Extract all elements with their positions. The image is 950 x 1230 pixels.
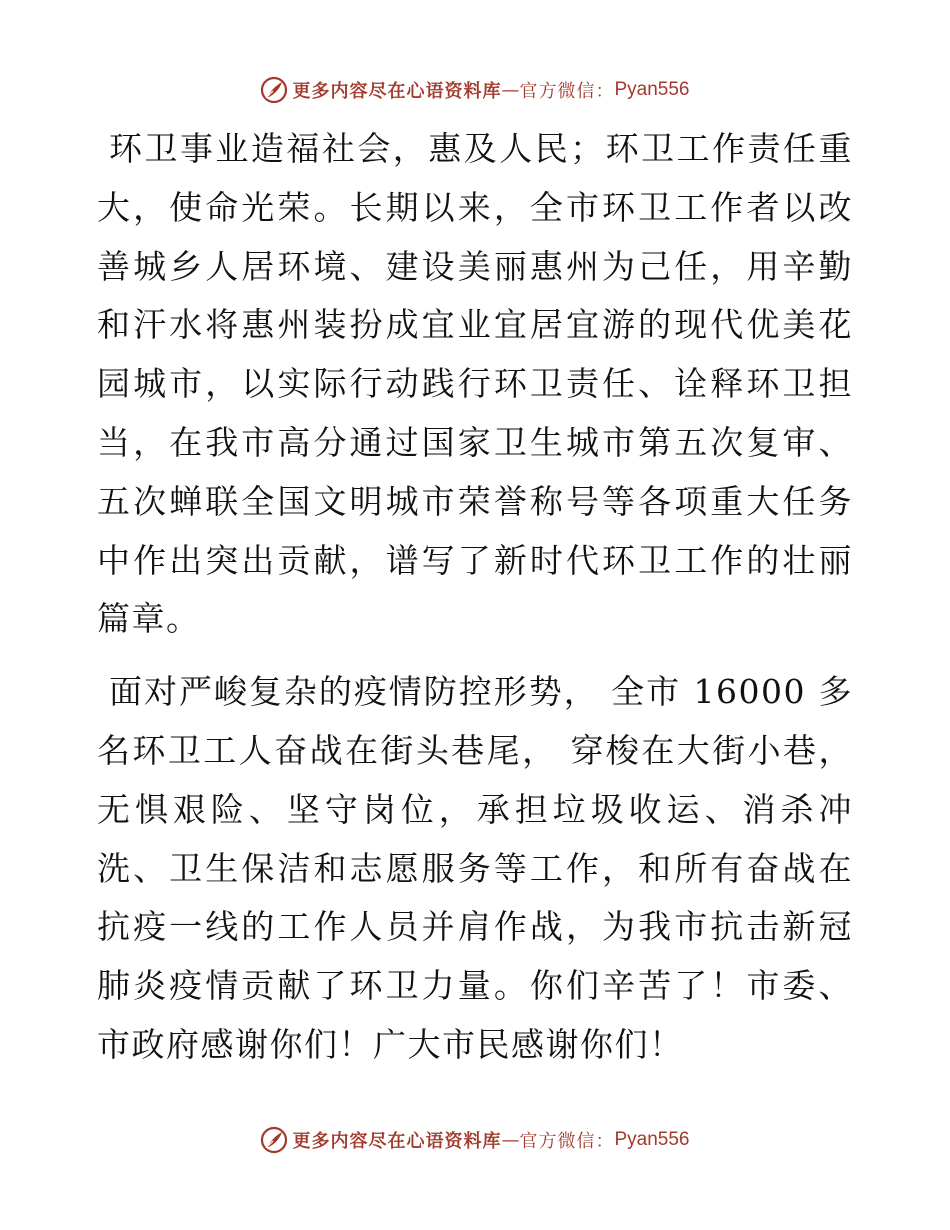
banner-main-text: 更多内容尽在心语资料库 (292, 1131, 502, 1152)
banner-dash: — (501, 79, 520, 101)
footer-banner (0, 1124, 950, 1156)
banner-wechat-label: 官方微信： (519, 1131, 615, 1152)
banner-wechat-id: Pyan556 (614, 79, 690, 100)
banner-wechat-id: Pyan556 (614, 1129, 690, 1150)
banner-main-text: 更多内容尽在心语资料库 (292, 81, 502, 102)
paragraph-2: 面对严峻复杂的疫情防控形势， 全市 16000 多名环卫工人奋战在街头巷尾， 穿梭在大街小巷，无惧艰险、坚守岗位，承担垃圾收运、消杀冲洗、卫生保洁和志愿服务等工作，和所有奋战在抗疫一线的工作人员并肩作战，为我市抗击新冠肺炎疫情贡献了环卫力量。你们辛苦了！市委、市政府感谢你们！广大市民感谢你们！ (97, 672, 853, 1064)
document-body (97, 120, 853, 1075)
header-banner (0, 74, 950, 106)
banner-dash: — (501, 1129, 520, 1151)
quill-pen-logo-icon (260, 76, 288, 104)
paragraph-1: 环卫事业造福社会，惠及人民；环卫工作责任重大，使命光荣。长期以来，全市环卫工作者以改善城乡人居环境、建设美丽惠州为己任，用辛勤和汗水将惠州装扮成宜业宜居宜游的现代优美花园城市，以实际行动践行环卫责任、诠释环卫担当，在我市高分通过国家卫生城市第五次复审、五次蝉联全国文明城市荣誉称号等各项重大任务中作出突出贡献，谱写了新时代环卫工作的壮丽篇章。 (97, 129, 853, 639)
banner-wechat-label: 官方微信： (519, 81, 615, 102)
quill-pen-logo-icon (260, 1126, 288, 1154)
